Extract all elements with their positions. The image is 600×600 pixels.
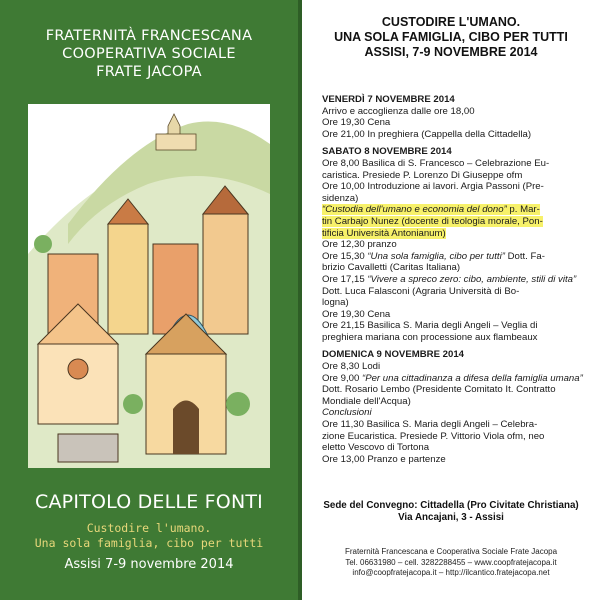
schedule-line: Ore 8,30 Lodi	[322, 361, 381, 373]
event-dates: Assisi 7-9 novembre 2014	[64, 557, 234, 572]
day-title-sunday: DOMENICA 9 NOVEMBRE 2014	[322, 349, 464, 361]
org-line: FRATERNITÀ FRANCESCANA	[45, 28, 253, 44]
highlighted-talk-cont	[322, 216, 590, 228]
talk-speaker: tin Carbajo Nunez (docente di teologia morale, Pon-	[322, 215, 543, 227]
right-panel	[302, 0, 600, 600]
schedule-line: Ore 10,00 Introduzione ai lavori. Argia Passoni (Pre-	[322, 181, 544, 193]
talk-title: “Per una cittadinanza a difesa della famiglia umana”	[362, 372, 583, 384]
footer-line: Fraternità Francescana e Cooperativa Sociale Frate Jacopa	[344, 547, 558, 556]
header-line: ASSISI, 7-9 NOVEMBRE 2014	[364, 45, 538, 59]
venue-line: Sede del Convegno: Cittadella (Pro Civitate Christiana)	[323, 500, 579, 511]
schedule-line: Ore 8,00 Basilica di S. Francesco – Celebrazione Eu-	[322, 157, 550, 169]
talk-speaker: Dott. Luca Falasconi (Agraria Università di Bo-	[322, 285, 520, 297]
conclusions-label: Conclusioni	[322, 407, 372, 419]
schedule-line: zione Eucaristica. Presiede P. Vittorio Viola ofm, neo	[322, 430, 545, 442]
talk-speaker: p. Mar-	[506, 204, 540, 216]
schedule-line: Arrivo e accoglienza dalle ore 18,00	[322, 105, 475, 117]
talk-time: Ore 9,00	[322, 372, 362, 384]
schedule-line: eletto Vescovo di Tortona	[322, 442, 430, 454]
talk-title: “Vivere a spreco zero: cibo, ambiente, stili di vita”	[367, 273, 577, 285]
schedule-line: Ore 19,30 Cena	[322, 117, 391, 129]
schedule-line: brizio Cavalletti (Caritas Italiana)	[322, 262, 461, 274]
schedule-line: logna)	[322, 297, 349, 309]
talk-title: “Una sola famiglia, cibo per tutti”	[367, 250, 505, 262]
left-panel	[0, 0, 298, 600]
schedule-line: Ore 11,30 Basilica S. Maria degli Angeli – Celebra-	[322, 419, 538, 431]
day-title-saturday: SABATO 8 NOVEMBRE 2014	[322, 146, 452, 158]
talk-time: Ore 15,30	[322, 250, 368, 262]
schedule-line: Ore 13,00 Pranzo e partenze	[322, 453, 446, 465]
schedule-line: Ore 21,00 In preghiera (Cappella della Cittadella)	[322, 128, 532, 140]
schedule-line: Ore 21,15 Basilica S. Maria degli Angeli – Veglia di	[322, 320, 538, 332]
tagline-line: Custodire l'umano.	[86, 521, 212, 535]
talk-title: “Custodia dell'umano e economia del dono”	[322, 204, 507, 216]
assisi-drawing	[28, 104, 270, 468]
header-line: CUSTODIRE L'UMANO.	[381, 15, 521, 29]
footer-line: Tel. 06631980 – cell. 3282288455 – www.coopfratejacopa.it	[345, 557, 557, 567]
talk-speaker: tificia Università Antonianum)	[322, 227, 446, 239]
schedule-line: caristica. Presiede P. Lorenzo Di Giuseppe ofm	[322, 169, 523, 181]
talk-speaker: Dott. Fa-	[504, 250, 545, 262]
organization-name	[0, 27, 298, 81]
talk-speaker: Dott. Rosario Lembo (Presidente Comitato It. Contratto Mondiale dell'Acqua)	[322, 384, 556, 407]
chapter-title: CAPITOLO DELLE FONTI	[35, 491, 263, 513]
day-title-friday: VENERDÌ 7 NOVEMBRE 2014	[322, 94, 455, 105]
org-line: COOPERATIVA SOCIALE	[62, 46, 236, 62]
footer-line: info@coopfratejacopa.it – http://ilcantico.fratejacopa.net	[352, 568, 550, 577]
schedule-line: Ore 19,30 Cena	[322, 308, 391, 320]
program-schedule	[322, 94, 590, 465]
schedule-line: sidenza)	[322, 192, 359, 204]
venue-line: Via Ancajani, 3 - Assisi	[398, 512, 504, 523]
schedule-line: Ore 12,30 pranzo	[322, 239, 397, 251]
assisi-illustration	[28, 104, 270, 468]
talk-time: Ore 17,15	[322, 273, 368, 285]
talk-line	[322, 274, 590, 297]
highlighted-talk-cont	[322, 228, 590, 240]
header-line: UNA SOLA FAMIGLIA, CIBO PER TUTTI	[334, 30, 568, 44]
highlighted-talk	[322, 204, 590, 216]
program-header	[302, 15, 600, 60]
tagline-line: Una sola famiglia, cibo per tutti	[34, 536, 264, 550]
tagline	[0, 521, 298, 551]
talk-line	[322, 251, 590, 263]
contact-footer	[302, 547, 600, 579]
talk-line	[322, 373, 590, 408]
schedule-line: preghiera mariana con processione aux flambeaux	[322, 331, 538, 343]
venue-info	[302, 500, 600, 524]
org-line: FRATE JACOPA	[96, 64, 202, 80]
